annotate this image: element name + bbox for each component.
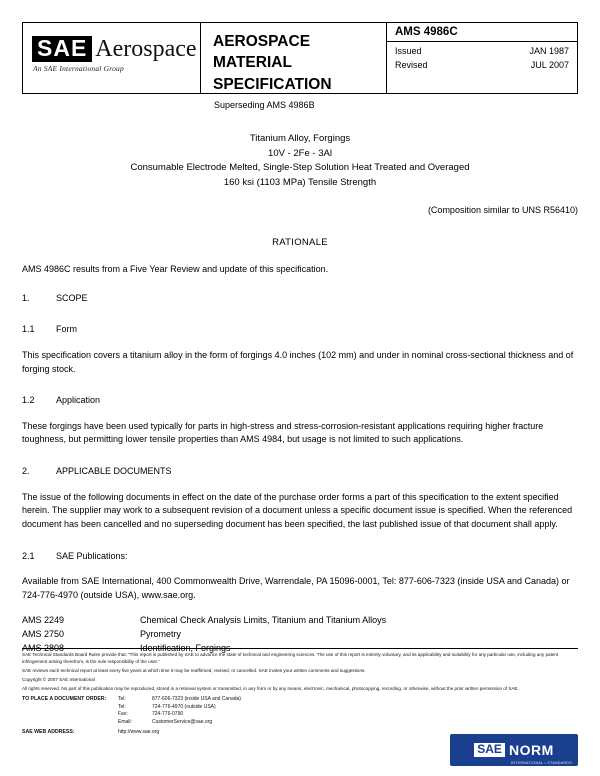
issued-value: JAN 1987: [529, 46, 569, 57]
document-footer: [22, 648, 578, 737]
scope-heading: [22, 292, 578, 306]
form-body: This specification covers a titanium alloy in the form of forgings 4.0 inches (102 mm) and under in nominal cross-sectional thickness and of forging stock.: [22, 349, 574, 374]
order-value: 877-606-7323 (inside USA and Canada): [152, 696, 241, 703]
order-contact-block: [22, 696, 578, 726]
applicable-documents-title: APPLICABLE DOCUMENTS: [56, 466, 172, 477]
application-body: These forgings have been used typically for parts in high-stress and stress-corrosion-resistant applications requiring higher fracture toughness, but permitting lower tensile properties than AMS 4984, but usage is not limited to such applications.: [22, 420, 544, 445]
document-title: Pyrometry: [140, 629, 182, 640]
scope-title: SCOPE: [56, 292, 88, 303]
issued-label: Issued: [395, 46, 422, 57]
header-meta-cell: [387, 23, 577, 93]
order-row[interactable]: [118, 719, 241, 727]
web-address-label: SAE WEB ADDRESS:: [22, 729, 75, 736]
title-line-strength: 160 ksi (1103 MPa) Tensile Strength: [223, 177, 377, 189]
order-key: Tel:: [118, 703, 126, 710]
application-title: Application: [56, 395, 101, 406]
title-line-alloy: Titanium Alloy, Forgings: [249, 133, 351, 144]
footer-copyright: Copyright © 2007 SAE International: [22, 676, 95, 682]
sae-norm-text: NORM: [508, 742, 554, 758]
document-title: Chemical Check Analysis Limits, Titanium and Titanium Alloys: [140, 615, 387, 626]
order-value: 724-776-4970 (outside USA): [152, 703, 216, 710]
applicable-documents-body: The issue of the following documents in effect on the date of the purchase order forms a part of this specification to the extent specified herein. The supplier may work to a subsequent revision of a document unless a specific document issue is specified. When the referenced document has been cancelled and no superseding document has been specified, the last published issue of that document shall apply.: [22, 491, 573, 529]
footer-divider: [22, 648, 578, 649]
issued-row: [395, 45, 569, 58]
footer-review-note: SAE reviews each technical report at least every five years at which time it may be reaffirmed, revised, or cancelled. SAE invites your written comments and suggestions.: [22, 667, 366, 673]
order-row: [118, 696, 241, 704]
composition-note: (Composition similar to UNS R56410): [427, 204, 578, 215]
order-key: Tel:: [118, 696, 126, 703]
aerospace-wordmark: Aerospace: [95, 36, 197, 62]
superseding-note-wrap: [22, 100, 578, 110]
order-row: [118, 711, 241, 719]
sae-norm-badge: SAE: [474, 743, 505, 756]
revised-value: JUL 2007: [530, 59, 569, 70]
sae-publications-title: SAE Publications:: [56, 550, 128, 561]
document-type-title: AEROSPACE MATERIAL SPECIFICATION: [201, 23, 387, 93]
sae-group-subtitle: An SAE International Group: [33, 64, 124, 73]
revised-label: Revised: [395, 59, 428, 70]
sae-logo-badge: SAE: [32, 36, 92, 62]
order-email-link[interactable]: CustomerService@sae.org: [152, 718, 213, 725]
order-row: [118, 704, 241, 712]
footer-rights: All rights reserved. No part of this publication may be reproduced, stored in a retrieval system or transmitted, in any form or by any means, electronic, mechanical, photocopying, recording, or otherwise, without the prior written permission of SAE.: [22, 685, 519, 691]
document-title: Identification, Forgings: [140, 643, 231, 654]
web-address-link[interactable]: http://www.sae.org: [118, 729, 160, 736]
sae-availability-text: Available from SAE International, 400 Commonwealth Drive, Warrendale, PA 15096-0001, Tel: 877-606-7323 (inside USA and Canada) or 724-776-4970 (outside USA), www.sae.org.: [22, 576, 570, 600]
form-number: 1.1: [22, 324, 35, 335]
form-title: Form: [56, 324, 77, 335]
list-item: [22, 614, 578, 628]
sae-publications-number: 2.1: [22, 550, 35, 561]
sae-publications-heading: [22, 550, 578, 564]
order-value: 724-776-0790: [152, 711, 184, 718]
document-sheet: [22, 22, 578, 754]
order-key: Email:: [118, 718, 132, 725]
application-number: 1.2: [22, 395, 35, 406]
footer-disclaimer: SAE Technical Standards Board Rules provide that: “This report is published by SAE to advance the state of technical and engineering sciences. The use of this report is entirely voluntary, and its applicability and suitability for any particular use, including any patent infringement arising therefrom, is the sole responsibility of the user.”: [22, 652, 559, 664]
application-heading: [22, 394, 578, 408]
scope-number: 1.: [22, 292, 30, 303]
document-number: AMS 4986C: [387, 23, 577, 42]
order-key: Fax:: [118, 711, 128, 718]
section-applicable-documents: [22, 465, 578, 656]
superseding-note: Superseding AMS 4986B: [214, 100, 315, 110]
document-id: AMS 2808: [22, 643, 65, 654]
applicable-documents-number: 2.: [22, 466, 30, 477]
rationale-body: AMS 4986C results from a Five Year Review and update of this specification.: [22, 263, 329, 274]
revised-row: [395, 59, 569, 72]
order-rows: [118, 696, 241, 726]
header-logo-cell: [23, 23, 201, 93]
order-label: TO PLACE A DOCUMENT ORDER:: [22, 696, 107, 703]
form-heading: [22, 323, 578, 337]
document-header-table: [22, 22, 578, 94]
specification-title-block: [22, 132, 578, 191]
document-dates: [387, 42, 577, 93]
title-line-process: Consumable Electrode Melted, Single-Step Solution Heat Treated and Overaged: [130, 162, 470, 174]
sae-aerospace-logo: [32, 36, 197, 62]
title-line-composition: 10V - 2Fe - 3Al: [268, 147, 332, 159]
document-id: AMS 2249: [22, 615, 65, 626]
sae-norm-subtitle: INTERNATIONAL • STANDARDS: [510, 761, 572, 765]
sae-norm-logo: [450, 734, 578, 766]
section-scope: [22, 292, 578, 447]
rationale-heading: RATIONALE: [272, 236, 328, 248]
list-item: [22, 628, 578, 642]
document-id: AMS 2750: [22, 629, 65, 640]
applicable-documents-heading: [22, 465, 578, 479]
